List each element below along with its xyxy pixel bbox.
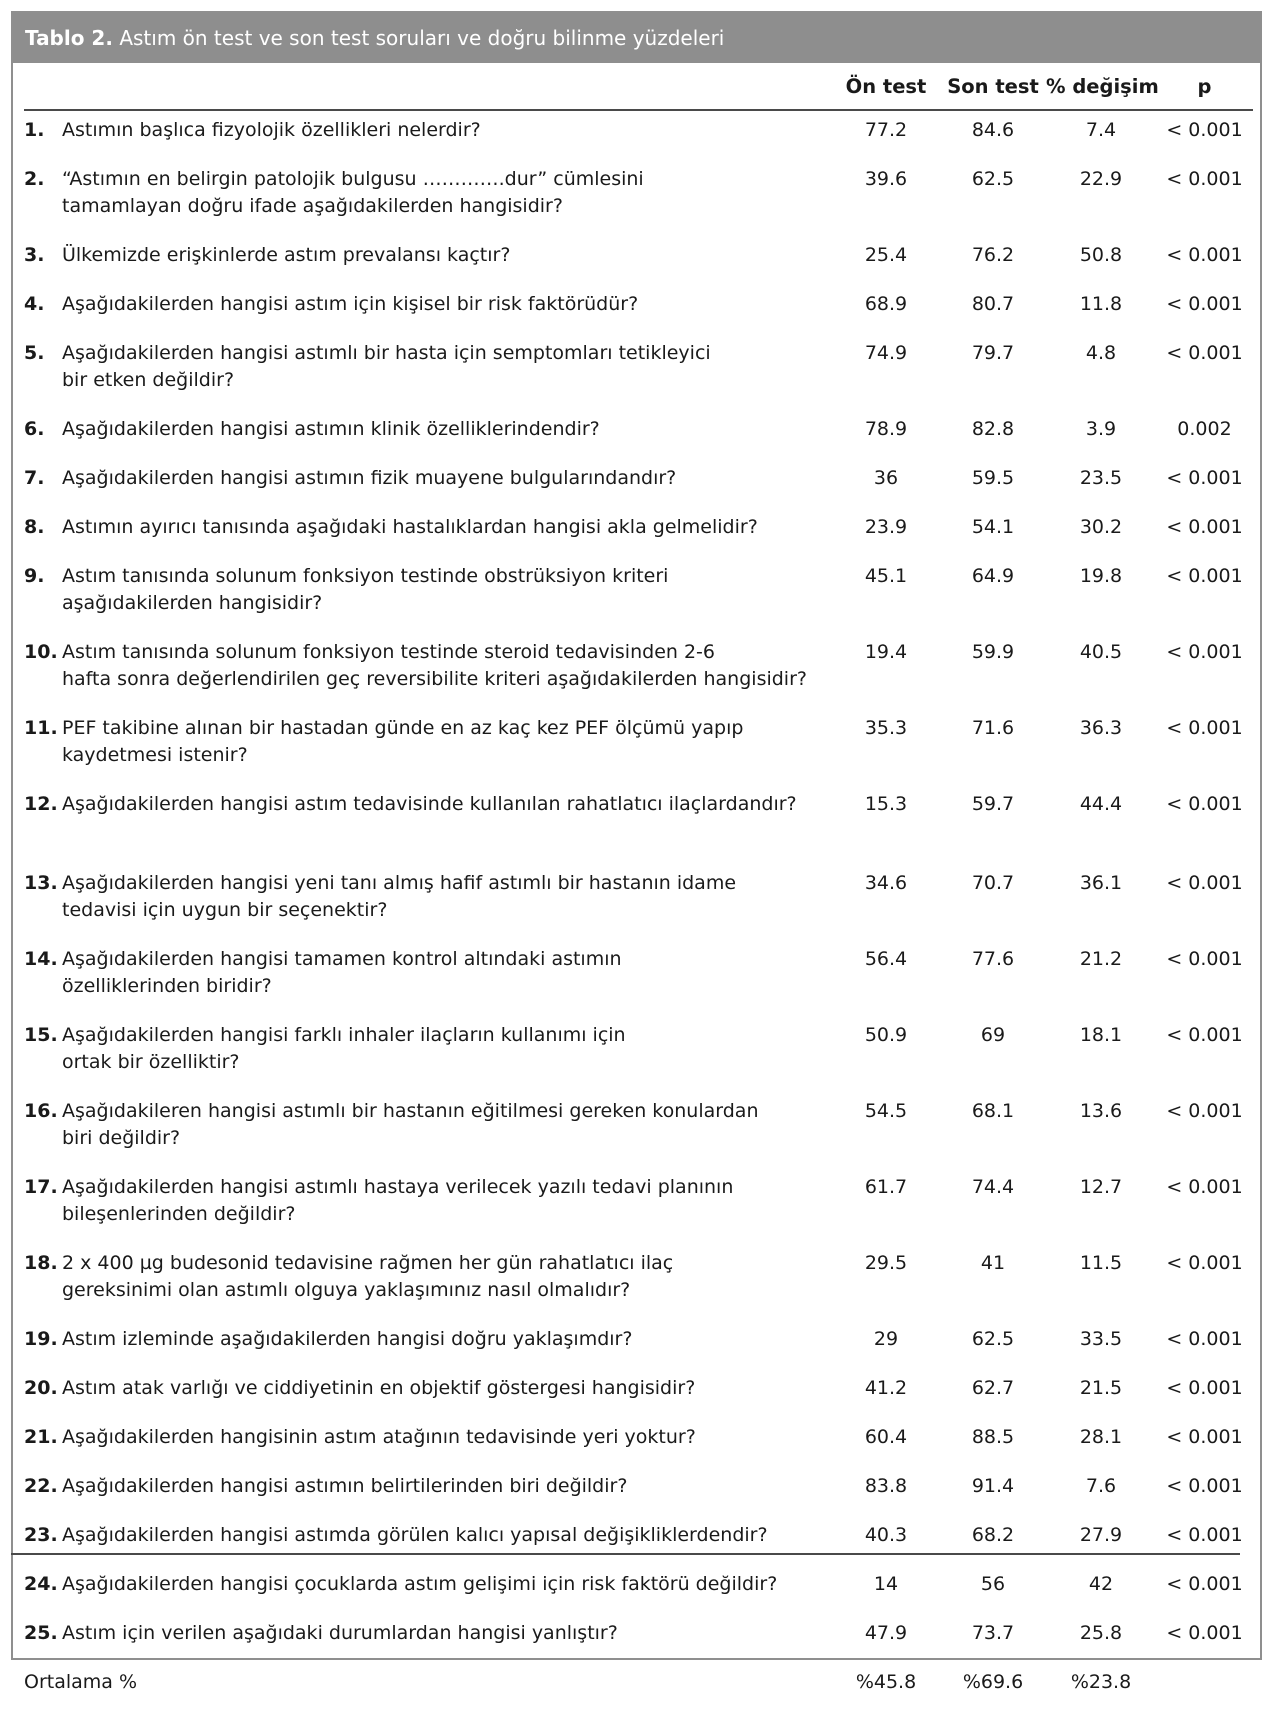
question-cell	[24, 864, 832, 940]
degisim-value: 11.8	[1079, 293, 1123, 315]
question-text: Astım tanısında solunum fonksiyon testinde steroid tedavisinden 2-6 hafta sonra değerlendirilen geç reversibilite kriteri aşağıdakilerden hangisidir?	[62, 641, 807, 690]
p-value: < 0.001	[1166, 244, 1243, 266]
table-row	[24, 864, 1253, 940]
on-test-value: 77.2	[864, 119, 908, 141]
question-number: 4.	[24, 293, 45, 315]
degisim-value: 36.1	[1079, 872, 1123, 894]
on-test-value: 61.7	[864, 1176, 908, 1198]
question-text: Astım tanısında solunum fonksiyon testinde obstrüksiyon kriteri aşağıdakilerden hangisidir?	[62, 565, 669, 614]
on-test-value: 34.6	[864, 872, 908, 894]
question-cell	[24, 1418, 832, 1467]
question-text: Aşağıdakilerden hangisi astımlı bir hasta için semptomları tetikleyici bir etken değildir?	[62, 342, 711, 391]
question-number: 17.	[24, 1176, 58, 1198]
on-test-value: 74.9	[864, 342, 908, 364]
question-cell	[24, 459, 832, 508]
p-value: < 0.001	[1166, 872, 1243, 894]
on-test-value: 54.5	[864, 1100, 908, 1122]
p-value: < 0.001	[1166, 1622, 1243, 1644]
p-value: < 0.001	[1166, 1426, 1243, 1448]
son-test-value: 68.1	[971, 1100, 1015, 1122]
question-text: Aşağıdakilerden hangisi astımda görülen kalıcı yapısal değişikliklerdendir?	[62, 1524, 768, 1546]
question-number: 2.	[24, 168, 45, 190]
question-cell	[24, 1467, 832, 1516]
p-value: < 0.001	[1166, 119, 1243, 141]
degisim-value: 42	[1088, 1573, 1114, 1595]
question-cell	[24, 1244, 832, 1320]
question-number: 20.	[24, 1377, 58, 1399]
p-value: < 0.001	[1166, 793, 1243, 815]
header-degisim: % değişim	[1046, 63, 1156, 110]
p-value: < 0.001	[1166, 1573, 1243, 1595]
p-value: < 0.001	[1166, 1252, 1243, 1274]
p-value: < 0.001	[1166, 717, 1243, 739]
table-row	[24, 1467, 1253, 1516]
question-text: Astımın ayırıcı tanısında aşağıdaki hastalıklardan hangisi akla gelmelidir?	[62, 516, 758, 538]
table-row	[24, 1244, 1253, 1320]
table-row	[24, 557, 1253, 633]
p-value: < 0.001	[1166, 565, 1243, 587]
question-number: 16.	[24, 1100, 58, 1122]
on-test-value: 29.5	[864, 1252, 908, 1274]
table-row	[24, 785, 1253, 864]
on-test-value: 35.3	[864, 717, 908, 739]
question-cell	[24, 410, 832, 459]
degisim-value: 11.5	[1079, 1252, 1123, 1274]
degisim-value: 22.9	[1079, 168, 1123, 190]
question-number: 13.	[24, 872, 58, 894]
table-row	[24, 508, 1253, 557]
question-cell	[24, 334, 832, 410]
question-text: Astım atak varlığı ve ciddiyetinin en objektif göstergesi hangisidir?	[62, 1377, 696, 1399]
degisim-value: 21.5	[1079, 1377, 1123, 1399]
question-number: 14.	[24, 948, 58, 970]
table-row	[24, 410, 1253, 459]
table-row	[24, 110, 1253, 160]
on-test-value: 15.3	[864, 793, 908, 815]
on-test-value: 23.9	[864, 516, 908, 538]
question-number: 8.	[24, 516, 45, 538]
p-value: 0.002	[1177, 418, 1232, 440]
son-test-value: 91.4	[971, 1475, 1015, 1497]
question-cell	[24, 1016, 832, 1092]
degisim-value: 18.1	[1079, 1024, 1123, 1046]
question-cell	[24, 709, 832, 785]
p-value: < 0.001	[1166, 516, 1243, 538]
question-cell	[24, 557, 832, 633]
average-row	[24, 1663, 1253, 1713]
question-cell	[24, 1168, 832, 1244]
table-row	[24, 285, 1253, 334]
table-body	[24, 110, 1253, 1713]
question-number: 24.	[24, 1573, 58, 1595]
son-test-value: 74.4	[971, 1176, 1015, 1198]
degisim-value: 13.6	[1079, 1100, 1123, 1122]
son-test-value: 69	[980, 1024, 1006, 1046]
question-cell	[24, 785, 832, 864]
question-number: 5.	[24, 342, 45, 364]
p-value: < 0.001	[1166, 1176, 1243, 1198]
results-table	[24, 63, 1253, 1713]
on-test-value: 56.4	[864, 948, 908, 970]
question-number: 23.	[24, 1524, 58, 1546]
average-son-test: %69.6	[962, 1671, 1024, 1693]
son-test-value: 84.6	[971, 119, 1015, 141]
question-text: Astımın başlıca fizyolojik özellikleri nelerdir?	[62, 119, 481, 141]
question-text: 2 x 400 µg budesonid tedavisine rağmen her gün rahatlatıcı ilaç gereksinimi olan astımlı olguya yaklaşımınız nasıl olmalıdır?	[62, 1252, 674, 1301]
question-cell	[24, 940, 832, 1016]
question-cell	[24, 1516, 832, 1565]
question-number: 18.	[24, 1252, 58, 1274]
son-test-value: 82.8	[971, 418, 1015, 440]
degisim-value: 4.8	[1085, 342, 1117, 364]
degisim-value: 7.4	[1085, 119, 1117, 141]
on-test-value: 50.9	[864, 1024, 908, 1046]
on-test-value: 47.9	[864, 1622, 908, 1644]
table-row	[24, 709, 1253, 785]
p-value: < 0.001	[1166, 948, 1243, 970]
on-test-value: 41.2	[864, 1377, 908, 1399]
question-text: “Astımın en belirgin patolojik bulgusu ………….dur” cümlesini tamamlayan doğru ifade aşağıdakilerden hangisidir?	[62, 168, 644, 217]
p-value: < 0.001	[1166, 641, 1243, 663]
son-test-value: 79.7	[971, 342, 1015, 364]
degisim-value: 12.7	[1079, 1176, 1123, 1198]
question-text: PEF takibine alınan bir hastadan günde en az kaç kez PEF ölçümü yapıp kaydetmesi istenir?	[62, 717, 744, 766]
son-test-value: 62.5	[971, 168, 1015, 190]
son-test-value: 41	[980, 1252, 1006, 1274]
question-cell	[24, 110, 832, 160]
question-cell	[24, 508, 832, 557]
question-number: 10.	[24, 641, 58, 663]
table-row	[24, 334, 1253, 410]
p-value: < 0.001	[1166, 1024, 1243, 1046]
on-test-value: 45.1	[864, 565, 908, 587]
son-test-value: 56	[980, 1573, 1006, 1595]
degisim-value: 7.6	[1085, 1475, 1117, 1497]
question-text: Aşağıdakilerden hangisi astımın belirtilerinden biri değildir?	[62, 1475, 628, 1497]
son-test-value: 62.7	[971, 1377, 1015, 1399]
son-test-value: 77.6	[971, 948, 1015, 970]
table-frame	[11, 11, 1262, 1693]
question-cell	[24, 160, 832, 236]
header-question	[24, 63, 832, 110]
average-degisim: %23.8	[1070, 1671, 1132, 1693]
degisim-value: 28.1	[1079, 1426, 1123, 1448]
p-value: < 0.001	[1166, 1475, 1243, 1497]
header-on-test: Ön test	[832, 63, 940, 110]
question-number: 7.	[24, 467, 45, 489]
table-title-label: Tablo 2.	[25, 26, 113, 50]
on-test-value: 83.8	[864, 1475, 908, 1497]
question-number: 15.	[24, 1024, 58, 1046]
question-cell	[24, 1369, 832, 1418]
table-row	[24, 459, 1253, 508]
table-row	[24, 1016, 1253, 1092]
question-text: Aşağıdakilerden hangisi astımın fizik muayene bulgularındandır?	[62, 467, 677, 489]
table-row	[24, 1418, 1253, 1467]
question-text: Aşağıdakilerden hangisi astımın klinik özelliklerindendir?	[62, 418, 600, 440]
question-text: Aşağıdakilerden hangisi farklı inhaler ilaçların kullanımı için ortak bir özelliktir?	[62, 1024, 626, 1073]
son-test-value: 68.2	[971, 1524, 1015, 1546]
on-test-value: 78.9	[864, 418, 908, 440]
p-value: < 0.001	[1166, 1328, 1243, 1350]
table-row	[24, 1565, 1253, 1614]
on-test-value: 68.9	[864, 293, 908, 315]
degisim-value: 27.9	[1079, 1524, 1123, 1546]
degisim-value: 33.5	[1079, 1328, 1123, 1350]
son-test-value: 71.6	[971, 717, 1015, 739]
on-test-value: 25.4	[864, 244, 908, 266]
table-title	[13, 13, 1260, 63]
son-test-value: 64.9	[971, 565, 1015, 587]
question-cell	[24, 1320, 832, 1369]
question-number: 11.	[24, 717, 58, 739]
on-test-value: 29	[873, 1328, 899, 1350]
degisim-value: 3.9	[1085, 418, 1117, 440]
son-test-value: 59.5	[971, 467, 1015, 489]
degisim-value: 23.5	[1079, 467, 1123, 489]
header-row	[24, 63, 1253, 110]
average-label: Ortalama %	[24, 1671, 138, 1693]
table-row	[24, 940, 1253, 1016]
table-row	[24, 1516, 1253, 1565]
son-test-value: 80.7	[971, 293, 1015, 315]
son-test-value: 59.9	[971, 641, 1015, 663]
p-value: < 0.001	[1166, 168, 1243, 190]
degisim-value: 25.8	[1079, 1622, 1123, 1644]
p-value: < 0.001	[1166, 293, 1243, 315]
question-cell	[24, 633, 832, 709]
son-test-value: 73.7	[971, 1622, 1015, 1644]
degisim-value: 36.3	[1079, 717, 1123, 739]
p-value: < 0.001	[1166, 342, 1243, 364]
question-text: Aşağıdakilerden hangisinin astım atağının tedavisinde yeri yoktur?	[62, 1426, 696, 1448]
degisim-value: 44.4	[1079, 793, 1123, 815]
on-test-value: 40.3	[864, 1524, 908, 1546]
question-number: 1.	[24, 119, 45, 141]
son-test-value: 88.5	[971, 1426, 1015, 1448]
question-number: 6.	[24, 418, 45, 440]
question-number: 3.	[24, 244, 45, 266]
on-test-value: 39.6	[864, 168, 908, 190]
question-text: Aşağıdakilerden hangisi tamamen kontrol altındaki astımın özelliklerinden biridir?	[62, 948, 622, 997]
table-bottom-rule	[11, 1553, 1240, 1555]
question-text: Aşağıdakilerden hangisi yeni tanı almış hafif astımlı bir hastanın idame tedavisi için uygun bir seçenektir?	[62, 872, 737, 921]
question-text: Ülkemizde erişkinlerde astım prevalansı kaçtır?	[62, 244, 511, 266]
p-value: < 0.001	[1166, 1524, 1243, 1546]
question-text: Astım için verilen aşağıdaki durumlardan hangisi yanlıştır?	[62, 1622, 618, 1644]
question-cell	[24, 1092, 832, 1168]
on-test-value: 14	[873, 1573, 899, 1595]
table-row	[24, 1168, 1253, 1244]
son-test-value: 54.1	[971, 516, 1015, 538]
degisim-value: 40.5	[1079, 641, 1123, 663]
table-row	[24, 633, 1253, 709]
question-text: Aşağıdakilerden hangisi çocuklarda astım gelişimi için risk faktörü değildir?	[62, 1573, 778, 1595]
question-number: 25.	[24, 1622, 58, 1644]
question-text: Aşağıdakilerden hangisi astımlı hastaya verilecek yazılı tedavi planının bileşenlerinden değildir?	[62, 1176, 734, 1225]
degisim-value: 19.8	[1079, 565, 1123, 587]
p-value: < 0.001	[1166, 1100, 1243, 1122]
question-text: Aşağıdakilerden hangisi astım tedavisinde kullanılan rahatlatıcı ilaçlardandır?	[62, 793, 797, 815]
header-p: p	[1156, 63, 1253, 110]
son-test-value: 62.5	[971, 1328, 1015, 1350]
son-test-value: 70.7	[971, 872, 1015, 894]
average-p	[1156, 1663, 1253, 1713]
degisim-value: 21.2	[1079, 948, 1123, 970]
table-row	[24, 1369, 1253, 1418]
degisim-value: 50.8	[1079, 244, 1123, 266]
degisim-value: 30.2	[1079, 516, 1123, 538]
question-text: Aşağıdakileren hangisi astımlı bir hastanın eğitilmesi gereken konulardan biri değildir?	[62, 1100, 759, 1149]
question-cell	[24, 1565, 832, 1614]
table-row	[24, 236, 1253, 285]
on-test-value: 60.4	[864, 1426, 908, 1448]
table-row	[24, 1092, 1253, 1168]
question-number: 22.	[24, 1475, 58, 1497]
question-number: 12.	[24, 793, 58, 815]
question-cell	[24, 236, 832, 285]
question-number: 19.	[24, 1328, 58, 1350]
question-number: 21.	[24, 1426, 58, 1448]
son-test-value: 59.7	[971, 793, 1015, 815]
son-test-value: 76.2	[971, 244, 1015, 266]
on-test-value: 36	[873, 467, 899, 489]
table-row	[24, 160, 1253, 236]
p-value: < 0.001	[1166, 467, 1243, 489]
on-test-value: 19.4	[864, 641, 908, 663]
table-row	[24, 1614, 1253, 1663]
question-text: Aşağıdakilerden hangisi astım için kişisel bir risk faktörüdür?	[62, 293, 639, 315]
header-son-test: Son test	[940, 63, 1046, 110]
average-on-test: %45.8	[855, 1671, 917, 1693]
p-value: < 0.001	[1166, 1377, 1243, 1399]
table-row	[24, 1320, 1253, 1369]
question-number: 9.	[24, 565, 45, 587]
table-title-text: Astım ön test ve son test soruları ve doğru bilinme yüzdeleri	[119, 26, 725, 50]
question-cell	[24, 1614, 832, 1663]
question-cell	[24, 285, 832, 334]
question-text: Astım izleminde aşağıdakilerden hangisi doğru yaklaşımdır?	[62, 1328, 633, 1350]
